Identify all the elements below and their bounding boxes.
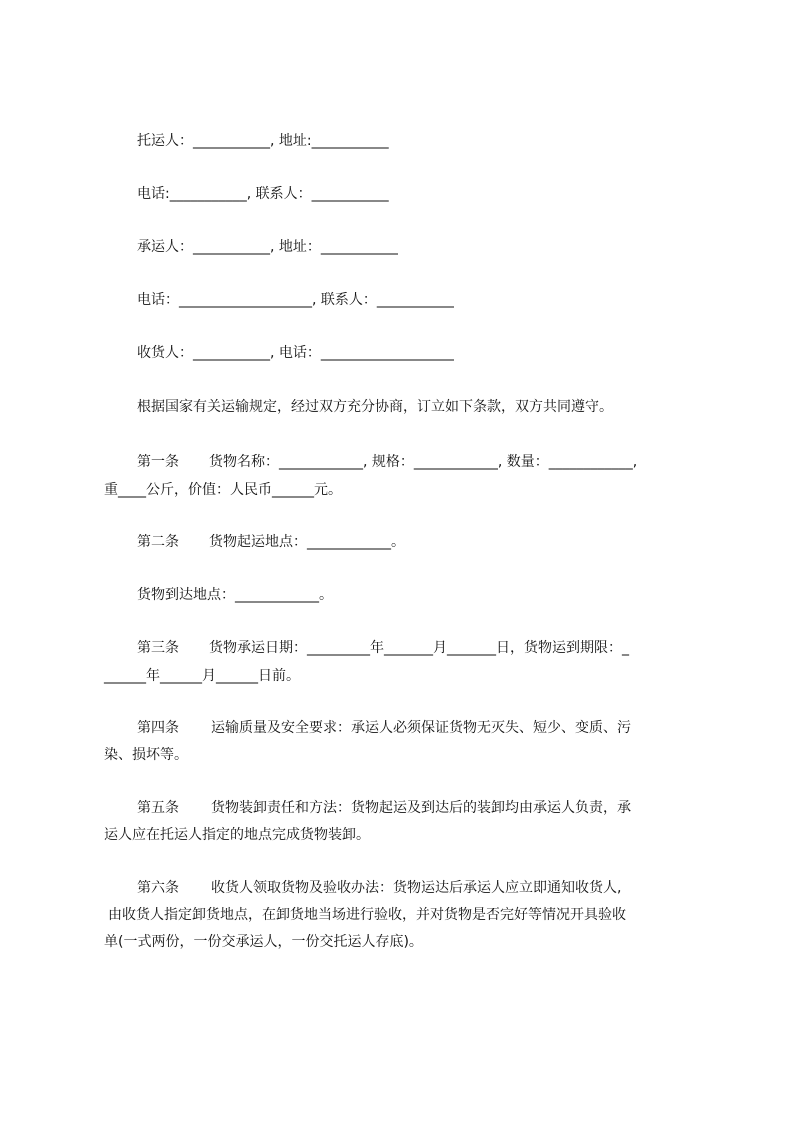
article-6-line-2: 由收货人指定卸货地点，在卸货地当场进行验收，并对货物是否完好等情况开具验收 xyxy=(108,907,626,923)
article-5-line-2: 运人应在托运人指定的地点完成货物装卸。 xyxy=(104,827,370,843)
article-5-text-1: 货物装卸责任和方法：货物起运及到达后的装卸均由承运人负责，承 xyxy=(211,800,631,816)
article-1-line-2: 重____公斤，价值：人民币______元。 xyxy=(104,482,342,498)
article-5-title: 第五条 xyxy=(137,800,179,816)
article-2-title: 第二条 xyxy=(137,534,179,550)
article-4-line-1 xyxy=(137,718,704,738)
shipper-line: 托运人：___________, 地址:___________ xyxy=(137,133,389,149)
article-3-line-2: ______年______月______日前。 xyxy=(104,668,300,684)
carrier-phone-line: 电话：___________________, 联系人：___________ xyxy=(137,292,454,308)
article-4-text-1: 运输质量及安全要求：承运人必须保证货物无灭失、短少、变质、污 xyxy=(211,720,631,736)
article-1-title: 第一条 xyxy=(137,454,179,470)
consignee-line: 收货人：___________, 电话：___________________ xyxy=(137,345,454,361)
article-6-text-1: 收货人领取货物及验收办法：货物运达后承运人应立即通知收货人, xyxy=(211,880,622,896)
article-2-text-1: 货物起运地点：____________。 xyxy=(209,534,405,550)
article-6-line-3: 单(一式两份，一份交承运人，一份交托运人存底)。 xyxy=(104,934,423,950)
article-4-line-2: 染、损坏等。 xyxy=(104,747,188,763)
carrier-line: 承运人：___________, 地址：___________ xyxy=(137,239,398,255)
shipper-phone-line: 电话:___________, 联系人：___________ xyxy=(137,186,389,202)
article-4-title: 第四条 xyxy=(137,720,179,736)
article-3-line-1 xyxy=(137,638,704,658)
article-5-line-1 xyxy=(137,798,704,818)
article-6-line-1 xyxy=(137,878,704,898)
article-2-line-1 xyxy=(137,532,704,552)
article-1-text-1: 货物名称：____________, 规格：____________, 数量：____________, xyxy=(209,454,638,470)
article-1-line-1 xyxy=(137,452,704,472)
article-2-line-2: 货物到达地点：____________。 xyxy=(137,587,333,603)
article-6-title: 第六条 xyxy=(137,880,179,896)
article-3-text-1: 货物承运日期：_________年_______月_______日，货物运到期限：_ xyxy=(209,640,629,656)
article-3-title: 第三条 xyxy=(137,640,179,656)
preamble: 根据国家有关运输规定，经过双方充分协商，订立如下条款，双方共同遵守。 xyxy=(137,399,613,415)
